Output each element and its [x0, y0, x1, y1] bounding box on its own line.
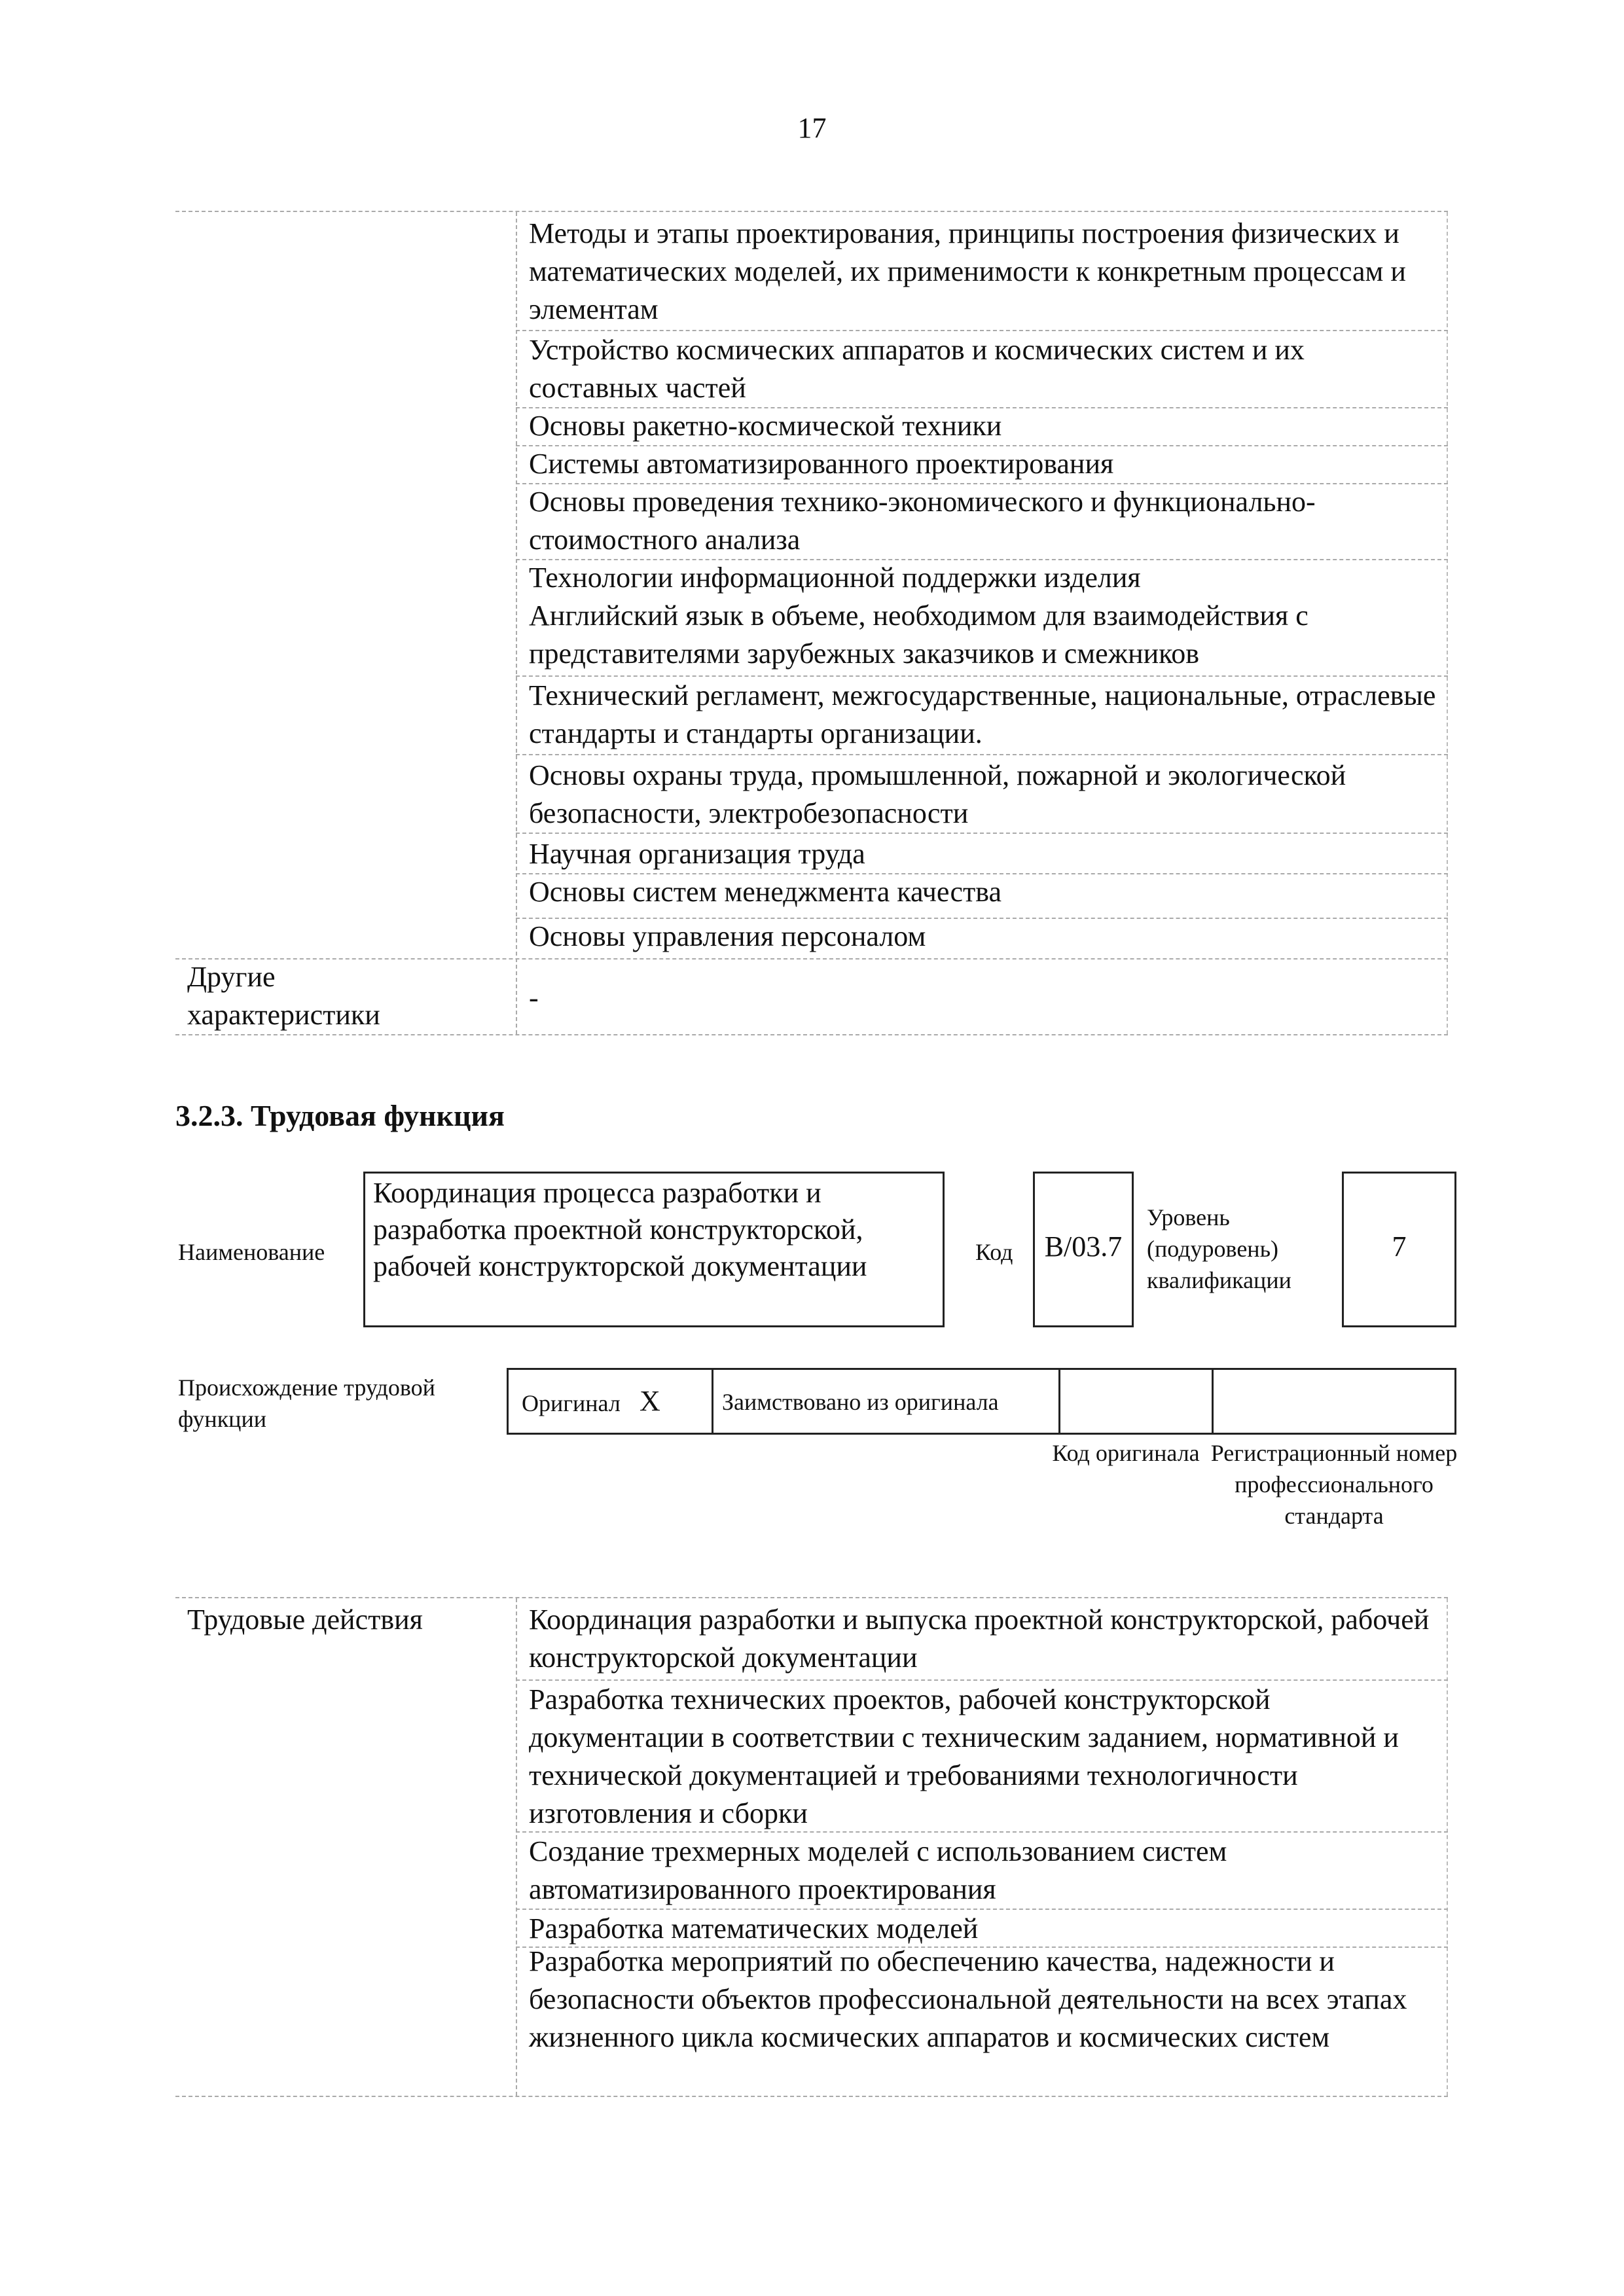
knowledge-row: Основы проведения технико-экономического и функционально-стоимостного анализа — [529, 486, 1316, 556]
name-box — [363, 1172, 945, 1327]
code-box — [1033, 1172, 1134, 1327]
knowledge-row: Основы ракетно-космической техники — [529, 410, 1002, 442]
level-value: 7 — [1392, 1230, 1407, 1263]
reg-number-caption: Регистрационный номер профессионального стандарта — [1210, 1440, 1458, 1529]
name-value: Координация процесса разработки и разработка проектной конструкторской, рабочей конструкторской документации — [373, 1177, 867, 1282]
name-label: Наименование — [178, 1239, 325, 1265]
action-row: Создание трехмерных моделей с использованием систем автоматизированного проектирования — [529, 1835, 1227, 1905]
section-title: 3.2.3. Трудовая функция — [175, 1099, 505, 1132]
knowledge-row: Методы и этапы проектирования, принципы построения физических и математических моделей, их применимости к конкретным процессам и элементам — [529, 217, 1406, 325]
level-box — [1342, 1172, 1456, 1327]
knowledge-table — [175, 211, 1448, 1035]
original-label: Оригинал — [522, 1390, 621, 1416]
knowledge-row: Основы охраны труда, промышленной, пожарной и экологической безопасности, электробезопасности — [529, 759, 1346, 829]
knowledge-row: Основы управления персоналом — [529, 920, 926, 952]
origin-label: Происхождение трудовой функции — [178, 1374, 435, 1432]
action-row: Разработка мероприятий по обеспечению качества, надежности и безопасности объектов профессиональной деятельности на всех этапах жизненного цикла космических аппаратов и космических систем — [529, 1945, 1407, 2053]
knowledge-row: Основы систем менеджмента качества — [529, 876, 1001, 908]
action-row: Координация разработки и выпуска проектной конструкторской, рабочей конструкторской документации — [529, 1604, 1430, 1674]
action-row: Разработка технических проектов, рабочей конструкторской документации в соответствии с техническим заданием, нормативной и технической документацией и требованиями технологичности изготовления и сборки — [529, 1683, 1399, 1829]
knowledge-row: Научная организация труда — [529, 838, 865, 870]
code-value: B/03.7 — [1044, 1230, 1123, 1263]
page-number: 17 — [797, 112, 827, 144]
other-characteristics-value: - — [529, 982, 539, 1014]
knowledge-row: Технологии информационной поддержки изделия — [529, 562, 1141, 594]
original-mark: X — [640, 1385, 660, 1417]
borrowed-label: Заимствовано из оригинала — [722, 1389, 999, 1415]
actions-label: Трудовые действия — [187, 1604, 423, 1636]
knowledge-row: Английский язык в объеме, необходимом для взаимодействия с представителями зарубежных заказчиков и смежников — [529, 600, 1308, 670]
knowledge-row: Технический регламент, межгосударственные, национальные, отраслевые стандарты и стандарты организации. — [529, 679, 1436, 749]
knowledge-row: Системы автоматизированного проектирования — [529, 448, 1114, 480]
original-code-caption: Код оригинала — [1052, 1440, 1200, 1466]
knowledge-row: Устройство космических аппаратов и космических систем и их составных частей — [529, 334, 1305, 404]
other-characteristics-label: Другие характеристики — [187, 961, 380, 1031]
code-label: Код — [975, 1239, 1013, 1265]
action-row: Разработка математических моделей — [529, 1912, 979, 1945]
level-label: Уровень (подуровень) квалификации — [1147, 1204, 1291, 1293]
origin-box — [507, 1368, 1456, 1435]
actions-table — [175, 1597, 1448, 2097]
